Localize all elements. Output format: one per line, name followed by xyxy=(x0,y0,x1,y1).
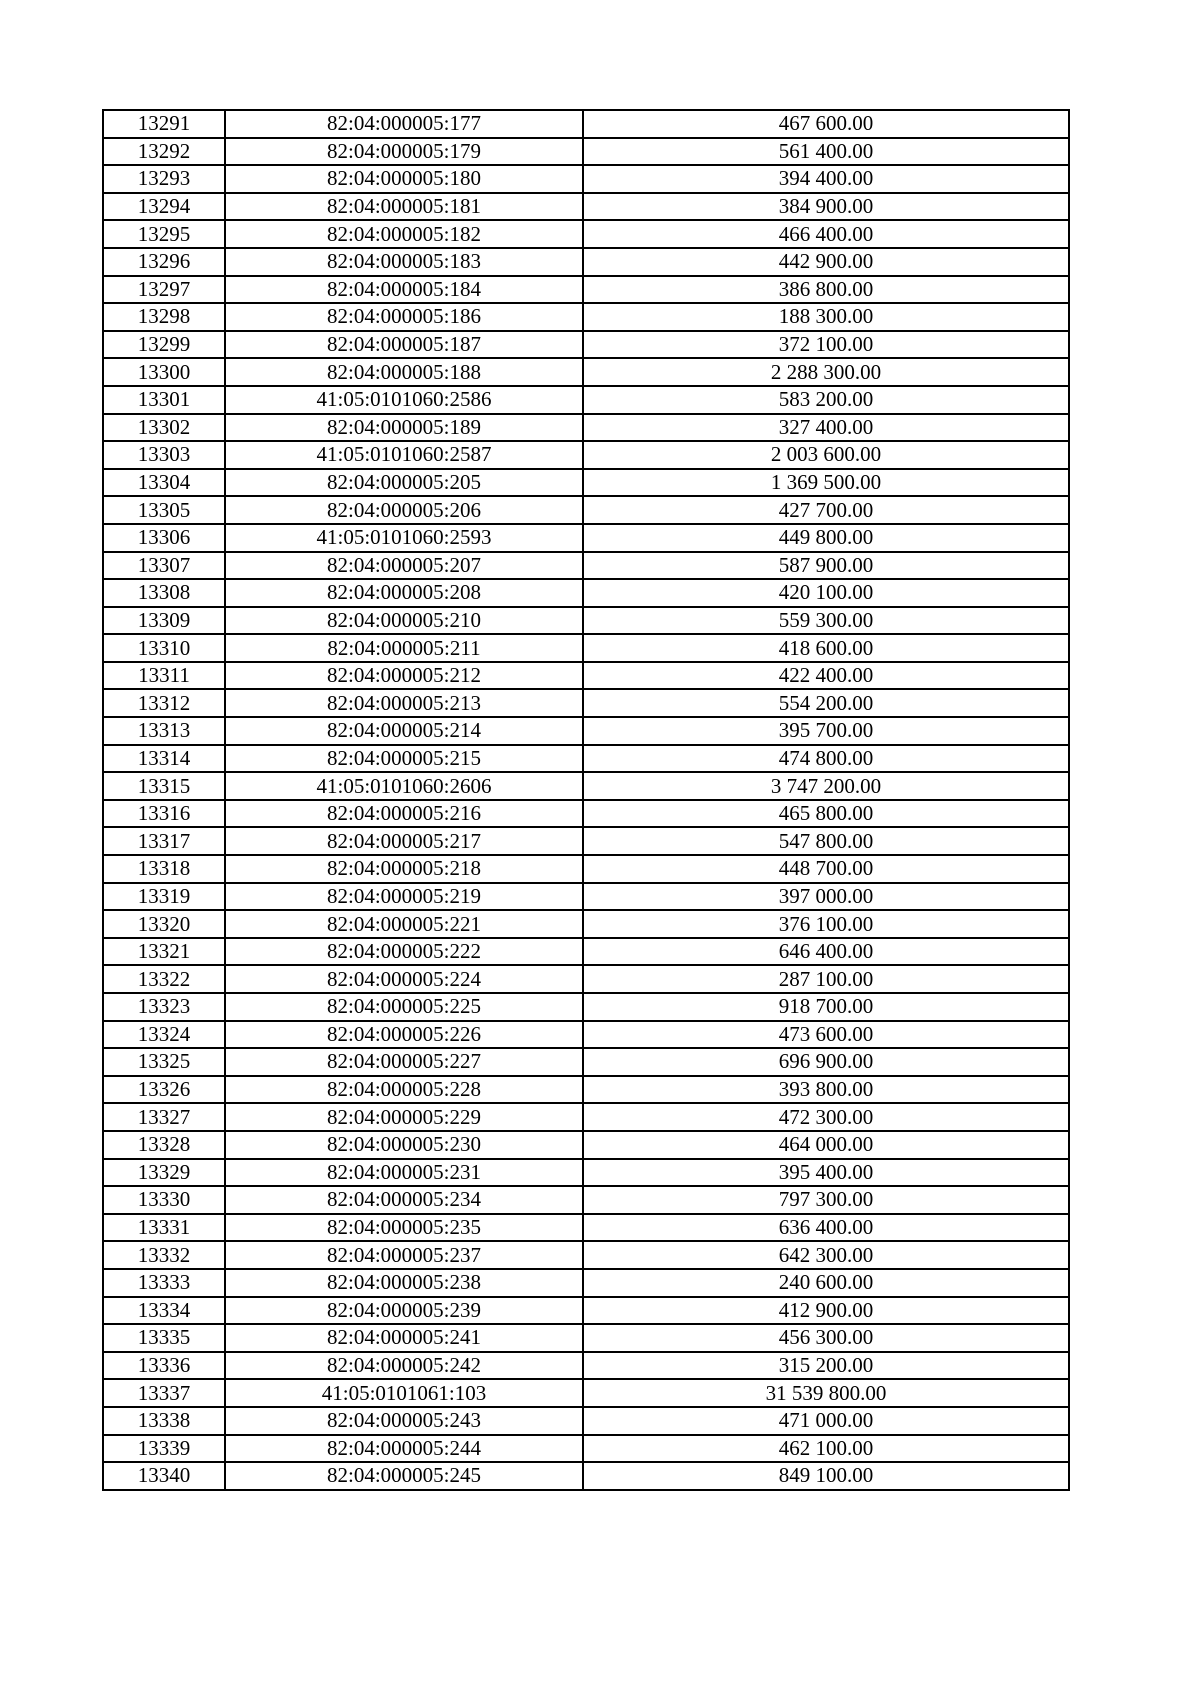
cadastral-number-cell: 41:05:0101060:2586 xyxy=(225,386,583,414)
row-number-cell: 13334 xyxy=(103,1297,225,1325)
table-row xyxy=(103,165,1069,193)
table-row xyxy=(103,331,1069,359)
value-cell: 372 100.00 xyxy=(583,331,1069,359)
value-cell: 395 700.00 xyxy=(583,717,1069,745)
row-number-cell: 13297 xyxy=(103,276,225,304)
value-cell: 240 600.00 xyxy=(583,1269,1069,1297)
cadastral-number-cell: 41:05:0101061:103 xyxy=(225,1379,583,1407)
row-number-cell: 13303 xyxy=(103,441,225,469)
table-row xyxy=(103,276,1069,304)
table-row xyxy=(103,1324,1069,1352)
cadastral-number-cell: 41:05:0101060:2593 xyxy=(225,524,583,552)
table-row xyxy=(103,1076,1069,1104)
row-number-cell: 13335 xyxy=(103,1324,225,1352)
table-row xyxy=(103,1352,1069,1380)
cadastral-number-cell: 82:04:000005:210 xyxy=(225,607,583,635)
value-cell: 561 400.00 xyxy=(583,138,1069,166)
value-cell: 427 700.00 xyxy=(583,496,1069,524)
row-number-cell: 13291 xyxy=(103,110,225,138)
cadastral-number-cell: 82:04:000005:187 xyxy=(225,331,583,359)
value-cell: 472 300.00 xyxy=(583,1103,1069,1131)
value-cell: 188 300.00 xyxy=(583,303,1069,331)
table-row xyxy=(103,358,1069,386)
row-number-cell: 13325 xyxy=(103,1048,225,1076)
cadastral-value-table xyxy=(102,109,1070,1491)
cadastral-number-cell: 82:04:000005:183 xyxy=(225,248,583,276)
table-row xyxy=(103,1186,1069,1214)
cadastral-number-cell: 41:05:0101060:2606 xyxy=(225,772,583,800)
value-cell: 587 900.00 xyxy=(583,552,1069,580)
table-row xyxy=(103,110,1069,138)
value-cell: 394 400.00 xyxy=(583,165,1069,193)
value-cell: 315 200.00 xyxy=(583,1352,1069,1380)
row-number-cell: 13322 xyxy=(103,965,225,993)
table-row xyxy=(103,1214,1069,1242)
row-number-cell: 13309 xyxy=(103,607,225,635)
cadastral-number-cell: 82:04:000005:242 xyxy=(225,1352,583,1380)
cadastral-number-cell: 82:04:000005:227 xyxy=(225,1048,583,1076)
cadastral-number-cell: 82:04:000005:226 xyxy=(225,1021,583,1049)
value-cell: 646 400.00 xyxy=(583,938,1069,966)
value-cell: 471 000.00 xyxy=(583,1407,1069,1435)
cadastral-number-cell: 82:04:000005:180 xyxy=(225,165,583,193)
cadastral-number-cell: 82:04:000005:244 xyxy=(225,1435,583,1463)
row-number-cell: 13308 xyxy=(103,579,225,607)
value-cell: 376 100.00 xyxy=(583,910,1069,938)
table-row xyxy=(103,1435,1069,1463)
row-number-cell: 13320 xyxy=(103,910,225,938)
cadastral-number-cell: 82:04:000005:179 xyxy=(225,138,583,166)
cadastral-number-cell: 82:04:000005:229 xyxy=(225,1103,583,1131)
row-number-cell: 13319 xyxy=(103,883,225,911)
value-cell: 466 400.00 xyxy=(583,220,1069,248)
table-row xyxy=(103,717,1069,745)
cadastral-number-cell: 82:04:000005:208 xyxy=(225,579,583,607)
row-number-cell: 13311 xyxy=(103,662,225,690)
row-number-cell: 13323 xyxy=(103,993,225,1021)
table-row xyxy=(103,220,1069,248)
value-cell: 465 800.00 xyxy=(583,800,1069,828)
cadastral-number-cell: 82:04:000005:182 xyxy=(225,220,583,248)
value-cell: 422 400.00 xyxy=(583,662,1069,690)
cadastral-number-cell: 82:04:000005:221 xyxy=(225,910,583,938)
cadastral-number-cell: 82:04:000005:205 xyxy=(225,469,583,497)
table-row xyxy=(103,772,1069,800)
value-cell: 642 300.00 xyxy=(583,1241,1069,1269)
table-row xyxy=(103,1241,1069,1269)
table-row xyxy=(103,524,1069,552)
value-cell: 473 600.00 xyxy=(583,1021,1069,1049)
row-number-cell: 13294 xyxy=(103,193,225,221)
row-number-cell: 13301 xyxy=(103,386,225,414)
cadastral-number-cell: 82:04:000005:222 xyxy=(225,938,583,966)
value-cell: 918 700.00 xyxy=(583,993,1069,1021)
cadastral-number-cell: 82:04:000005:188 xyxy=(225,358,583,386)
row-number-cell: 13339 xyxy=(103,1435,225,1463)
value-cell: 412 900.00 xyxy=(583,1297,1069,1325)
value-cell: 464 000.00 xyxy=(583,1131,1069,1159)
row-number-cell: 13315 xyxy=(103,772,225,800)
cadastral-number-cell: 82:04:000005:207 xyxy=(225,552,583,580)
table-row xyxy=(103,303,1069,331)
row-number-cell: 13328 xyxy=(103,1131,225,1159)
value-cell: 386 800.00 xyxy=(583,276,1069,304)
table-row xyxy=(103,496,1069,524)
table-row xyxy=(103,855,1069,883)
cadastral-number-cell: 82:04:000005:212 xyxy=(225,662,583,690)
row-number-cell: 13317 xyxy=(103,827,225,855)
table-row xyxy=(103,1021,1069,1049)
value-cell: 397 000.00 xyxy=(583,883,1069,911)
row-number-cell: 13313 xyxy=(103,717,225,745)
cadastral-number-cell: 82:04:000005:235 xyxy=(225,1214,583,1242)
table-row xyxy=(103,1462,1069,1490)
row-number-cell: 13318 xyxy=(103,855,225,883)
cadastral-number-cell: 82:04:000005:219 xyxy=(225,883,583,911)
table-row xyxy=(103,1407,1069,1435)
table-row xyxy=(103,1131,1069,1159)
cadastral-number-cell: 82:04:000005:238 xyxy=(225,1269,583,1297)
value-cell: 696 900.00 xyxy=(583,1048,1069,1076)
table-row xyxy=(103,552,1069,580)
cadastral-number-cell: 82:04:000005:241 xyxy=(225,1324,583,1352)
row-number-cell: 13331 xyxy=(103,1214,225,1242)
cadastral-number-cell: 82:04:000005:217 xyxy=(225,827,583,855)
value-cell: 384 900.00 xyxy=(583,193,1069,221)
table-row xyxy=(103,607,1069,635)
row-number-cell: 13300 xyxy=(103,358,225,386)
value-cell: 636 400.00 xyxy=(583,1214,1069,1242)
table-row xyxy=(103,993,1069,1021)
table-row xyxy=(103,910,1069,938)
value-cell: 797 300.00 xyxy=(583,1186,1069,1214)
cadastral-number-cell: 82:04:000005:225 xyxy=(225,993,583,1021)
cadastral-number-cell: 82:04:000005:211 xyxy=(225,634,583,662)
value-cell: 3 747 200.00 xyxy=(583,772,1069,800)
value-cell: 31 539 800.00 xyxy=(583,1379,1069,1407)
cadastral-number-cell: 82:04:000005:215 xyxy=(225,745,583,773)
row-number-cell: 13336 xyxy=(103,1352,225,1380)
cadastral-number-cell: 82:04:000005:213 xyxy=(225,689,583,717)
row-number-cell: 13324 xyxy=(103,1021,225,1049)
cadastral-number-cell: 82:04:000005:186 xyxy=(225,303,583,331)
table-row xyxy=(103,1379,1069,1407)
row-number-cell: 13298 xyxy=(103,303,225,331)
row-number-cell: 13306 xyxy=(103,524,225,552)
row-number-cell: 13292 xyxy=(103,138,225,166)
cadastral-number-cell: 82:04:000005:243 xyxy=(225,1407,583,1435)
row-number-cell: 13293 xyxy=(103,165,225,193)
value-cell: 395 400.00 xyxy=(583,1159,1069,1187)
value-cell: 420 100.00 xyxy=(583,579,1069,607)
cadastral-number-cell: 82:04:000005:184 xyxy=(225,276,583,304)
table-row xyxy=(103,441,1069,469)
cadastral-number-cell: 82:04:000005:245 xyxy=(225,1462,583,1490)
row-number-cell: 13299 xyxy=(103,331,225,359)
cadastral-number-cell: 82:04:000005:234 xyxy=(225,1186,583,1214)
row-number-cell: 13314 xyxy=(103,745,225,773)
cadastral-number-cell: 82:04:000005:206 xyxy=(225,496,583,524)
cadastral-number-cell: 82:04:000005:239 xyxy=(225,1297,583,1325)
cadastral-number-cell: 82:04:000005:237 xyxy=(225,1241,583,1269)
table-body xyxy=(103,110,1069,1490)
row-number-cell: 13321 xyxy=(103,938,225,966)
table-row xyxy=(103,469,1069,497)
value-cell: 849 100.00 xyxy=(583,1462,1069,1490)
value-cell: 393 800.00 xyxy=(583,1076,1069,1104)
table-row xyxy=(103,662,1069,690)
value-cell: 456 300.00 xyxy=(583,1324,1069,1352)
value-cell: 1 369 500.00 xyxy=(583,469,1069,497)
value-cell: 559 300.00 xyxy=(583,607,1069,635)
value-cell: 554 200.00 xyxy=(583,689,1069,717)
cadastral-number-cell: 82:04:000005:218 xyxy=(225,855,583,883)
table-row xyxy=(103,800,1069,828)
row-number-cell: 13327 xyxy=(103,1103,225,1131)
table-row xyxy=(103,938,1069,966)
value-cell: 449 800.00 xyxy=(583,524,1069,552)
row-number-cell: 13312 xyxy=(103,689,225,717)
row-number-cell: 13302 xyxy=(103,414,225,442)
table-row xyxy=(103,1269,1069,1297)
value-cell: 327 400.00 xyxy=(583,414,1069,442)
value-cell: 547 800.00 xyxy=(583,827,1069,855)
cadastral-number-cell: 82:04:000005:216 xyxy=(225,800,583,828)
row-number-cell: 13310 xyxy=(103,634,225,662)
table-row xyxy=(103,689,1069,717)
value-cell: 287 100.00 xyxy=(583,965,1069,993)
value-cell: 467 600.00 xyxy=(583,110,1069,138)
row-number-cell: 13326 xyxy=(103,1076,225,1104)
row-number-cell: 13296 xyxy=(103,248,225,276)
table-row xyxy=(103,193,1069,221)
row-number-cell: 13330 xyxy=(103,1186,225,1214)
table-row xyxy=(103,386,1069,414)
table-row xyxy=(103,579,1069,607)
value-cell: 474 800.00 xyxy=(583,745,1069,773)
table-row xyxy=(103,1159,1069,1187)
row-number-cell: 13337 xyxy=(103,1379,225,1407)
value-cell: 2 003 600.00 xyxy=(583,441,1069,469)
value-cell: 448 700.00 xyxy=(583,855,1069,883)
table-row xyxy=(103,414,1069,442)
cadastral-number-cell: 82:04:000005:230 xyxy=(225,1131,583,1159)
table-row xyxy=(103,745,1069,773)
cadastral-number-cell: 82:04:000005:177 xyxy=(225,110,583,138)
row-number-cell: 13333 xyxy=(103,1269,225,1297)
row-number-cell: 13316 xyxy=(103,800,225,828)
row-number-cell: 13338 xyxy=(103,1407,225,1435)
row-number-cell: 13332 xyxy=(103,1241,225,1269)
cadastral-number-cell: 82:04:000005:228 xyxy=(225,1076,583,1104)
row-number-cell: 13340 xyxy=(103,1462,225,1490)
row-number-cell: 13305 xyxy=(103,496,225,524)
cadastral-number-cell: 41:05:0101060:2587 xyxy=(225,441,583,469)
value-cell: 418 600.00 xyxy=(583,634,1069,662)
cadastral-number-cell: 82:04:000005:181 xyxy=(225,193,583,221)
value-cell: 462 100.00 xyxy=(583,1435,1069,1463)
cadastral-number-cell: 82:04:000005:224 xyxy=(225,965,583,993)
table-row xyxy=(103,827,1069,855)
value-cell: 583 200.00 xyxy=(583,386,1069,414)
table-row xyxy=(103,248,1069,276)
row-number-cell: 13304 xyxy=(103,469,225,497)
value-cell: 2 288 300.00 xyxy=(583,358,1069,386)
table-row xyxy=(103,1048,1069,1076)
table-row xyxy=(103,1103,1069,1131)
table-row xyxy=(103,634,1069,662)
cadastral-number-cell: 82:04:000005:214 xyxy=(225,717,583,745)
cadastral-number-cell: 82:04:000005:189 xyxy=(225,414,583,442)
value-cell: 442 900.00 xyxy=(583,248,1069,276)
table-row xyxy=(103,883,1069,911)
row-number-cell: 13307 xyxy=(103,552,225,580)
table-row xyxy=(103,1297,1069,1325)
table-row xyxy=(103,138,1069,166)
row-number-cell: 13295 xyxy=(103,220,225,248)
table-row xyxy=(103,965,1069,993)
row-number-cell: 13329 xyxy=(103,1159,225,1187)
cadastral-number-cell: 82:04:000005:231 xyxy=(225,1159,583,1187)
